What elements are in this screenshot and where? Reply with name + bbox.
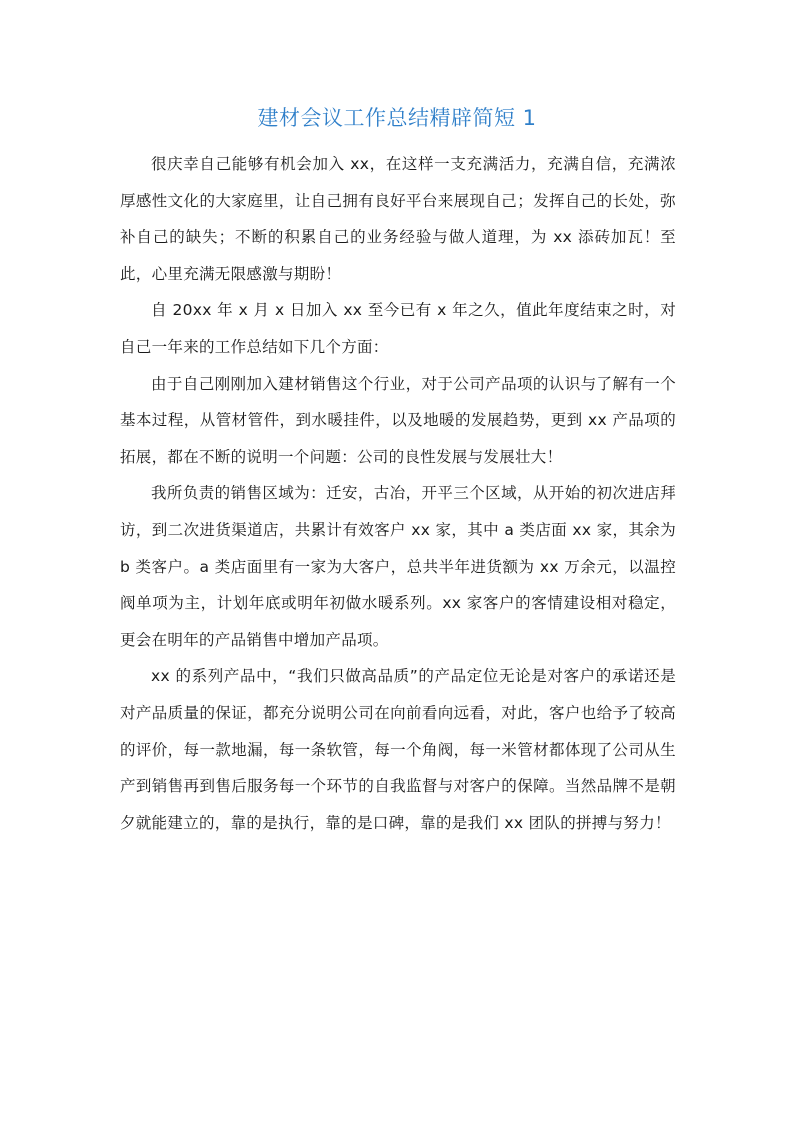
paragraph-industry: 由于自己刚刚加入建材销售这个行业，对于公司产品项的认识与了解有一个基本过程，从管材管件，到水暖挂件，以及地暖的发展趋势，更到 xx 产品项的拓展，都在不断的说明一个问题：公司的良性发展与发展壮大！: [120, 374, 676, 466]
paragraph-sales-region: 我所负责的销售区域为：迁安，古冶，开平三个区域，从开始的初次进店拜访，到二次进货渠道店，共累计有效客户 xx 家，其中 a 类店面 xx 家，其余为 b 类客户。a 类店面里有一家为大客户，总共半年进货额为 xx 万余元，以温控阀单项为主，计划年底或明年初做水暖系列。xx 家客户的客情建设相对稳定，更会在明年的产品销售中增加产品项。: [120, 484, 676, 649]
paragraph-tenure: 自 20xx 年 x 月 x 日加入 xx 至今已有 x 年之久，值此年度结束之时，对自己一年来的工作总结如下几个方面：: [120, 301, 676, 356]
document-body: [120, 146, 676, 841]
paragraph-intro: 很庆幸自己能够有机会加入 xx，在这样一支充满活力，充满自信，充满浓厚感性文化的大家庭里，让自己拥有良好平台来展现自己；发挥自己的长处，弥补自己的缺失；不断的积累自己的业务经验与做人道理，为 xx 添砖加瓦！至此，心里充满无限感激与期盼！: [120, 155, 676, 283]
paragraph-product-quality: xx 的系列产品中，“我们只做高品质”的产品定位无论是对客户的承诺还是对产品质量的保证，都充分说明公司在向前看向远看，对此，客户也给予了较高的评价，每一款地漏，每一条软管，每一个角阀，每一米管材都体现了公司从生产到销售再到售后服务每一个环节的自我监督与对客户的保障。当然品牌不是朝夕就能建立的，靠的是执行，靠的是口碑，靠的是我们 xx 团队的拼搏与努力！: [120, 667, 676, 832]
document-title: 建材会议工作总结精辟简短 1: [257, 106, 537, 130]
